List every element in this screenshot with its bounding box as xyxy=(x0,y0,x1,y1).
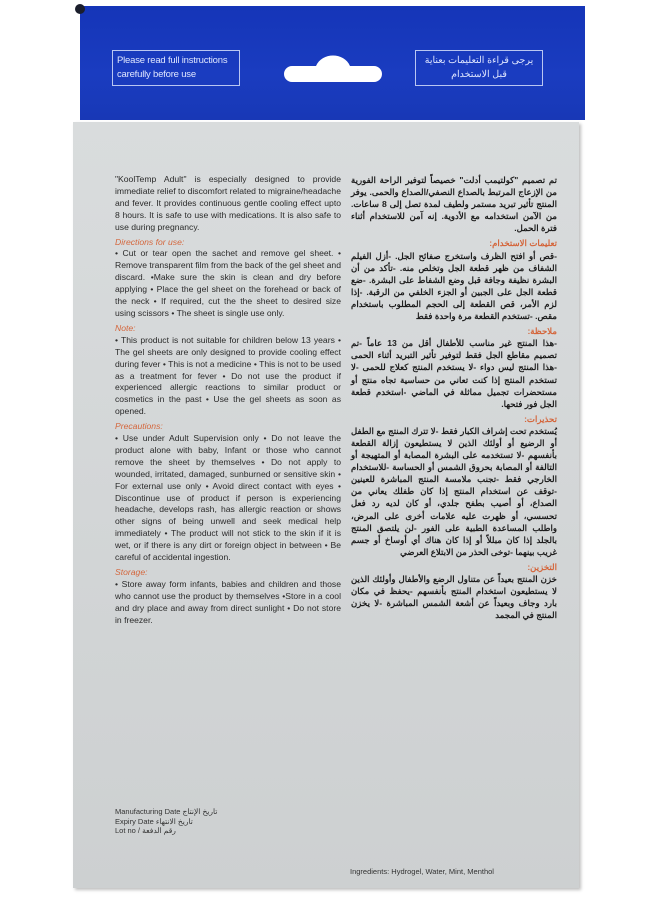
corner-rivet xyxy=(75,4,85,14)
note-text: • This product is not suitable for children below 13 years • The gel sheets are only designed to provide cooling effect during fever • This is not a medicine • This is not to be used as a treatment for fever • Do not use the product if experienced allergic reactions to similar product or cosmetics in the past • Use the gel sheets as soon as opened. xyxy=(115,334,341,417)
instruction-card xyxy=(73,122,579,888)
hanger-slot-icon xyxy=(278,46,388,88)
english-column xyxy=(115,174,341,627)
heading-directions: Directions for use: xyxy=(115,236,185,247)
heading-storage: Storage: xyxy=(115,567,148,577)
intro-text-ar: تم تصميم "كولتيمب أدلت" خصيصاً لتوفير الراحة الفورية من الإزعاج المرتبط بالصداع النصفي/الصداع والحمى. يوفر المنتج تأثير تبريد مستمر ولطيف لمدة تصل إلى 8 ساعات. من الآمن استخدامه مع الأدوية. إنه آمن للاستخدام أثناء فترة الحمل. xyxy=(351,175,557,234)
ingredients: Ingredients: Hydrogel, Water, Mint, Menthol xyxy=(350,867,494,876)
heading-directions-ar: تعليمات الاستخدام: xyxy=(489,238,557,249)
precautions-text: • Use under Adult Supervision only • Do not leave the product alone with baby, Infant or those who cannot remove the sheet by themselves • Do not apply to wounded, irritated, damaged, sunburned or sensitive skin • For external use only • Avoid direct contact with eyes • Discontinue use of product if person is experiencing headache, develops rash, has allergic reaction or shows other signs of being unwell and seek medical help immediately • The product will not stick to the skin if it is wet, or if there is any dirt or foreign object in between • Be careful of accidental ingestion. xyxy=(115,433,341,563)
heading-precautions: Precautions: xyxy=(115,421,163,432)
storage-text: • Store away form infants, babies and children and those who cannot use the product by themselves •Store in a cool and dry place and away from direct sunlight • Do not store in freezer. xyxy=(115,578,341,625)
package-header xyxy=(80,6,585,120)
heading-note: Note: xyxy=(115,322,136,333)
manufacturing-date: Manufacturing Date تاريخ الإنتاج xyxy=(115,807,218,816)
notice-arabic: يرجى قراءة التعليمات بعناية قبل الاستخدام xyxy=(415,50,543,86)
batch-info xyxy=(115,807,217,836)
directions-text: • Cut or tear open the sachet and remove gel sheet. • Remove transparent film from the back of the gel sheet and discard. •Make sure the skin is clean and dry before applying • Place the gel sheet on the forehead or back of the neck • If required, cut the the sheet to desired size using scissors • The sheet is single use only. xyxy=(115,248,341,318)
expiry-date: Expiry Date تاريخ الانتهاء xyxy=(115,816,193,826)
lot-number: Lot no / رقم الدفعة xyxy=(115,826,176,835)
arabic-column xyxy=(351,174,557,621)
notice-english: Please read full instructions carefully before use xyxy=(112,50,240,86)
storage-text-ar: خزن المنتج بعيداً عن متناول الرضع والأطفال وأولئك الذين لا يستطيعون استخدام المنتج بأنفسهم -يحفظ في مكان بارد وجاف وبعيداً عن أشعة الشمس المباشرة -لا يخزن المنتج في المجمد xyxy=(351,574,557,621)
intro-text: "KoolTemp Adult" is especially designed to provide immediate relief to discomfort related to migraine/headache and fever. It provides continuous gentle cooling effect upto 8 hours. It is safe to use with medications. It is also safe to use during pregnancy. xyxy=(115,174,341,232)
precautions-text-ar: يُستخدم تحت إشراف الكبار فقط -لا تترك المنتج مع الطفل أو الرضيع أو أولئك الذين لا يستطيعون إزالة القطعة بأنفسهم -لا تستخدمه على البشرة المصابة أو المتهيجة أو التالفة أو المصابة بحروق الشمس أو الحساسة -للاستخدام الخارجي فقط -تجنب ملامسة المنتج المباشرة للعينين -توقف عن استخدام المنتج إذا كان طفلك يعاني من الصداع، أو أصيب بطفح جلدي، أو كان لديه رد فعل تحسسي، أو ظهرت عليه علامات أخرى على المرض، واطلب المساعدة الطبية على الفور -لن يلتصق المنتج بالجلد إذا كان مبللاً أو إذا كان هناك أي أوساخ أو جسم غريب بينهما -توخى الحذر من الابتلاع العرضي xyxy=(351,425,557,557)
heading-storage-ar: التخزين: xyxy=(527,561,557,572)
heading-note-ar: ملاحظة: xyxy=(527,326,557,337)
heading-precautions-ar: تحذيرات: xyxy=(524,413,557,424)
note-text-ar: -هذا المنتج غير مناسب للأطفال أقل من 13 عاماً -تم تصميم مقاطع الجل فقط لتوفير تأثير التبريد أثناء الحمى -هذا المنتج ليس دواء -لا يستخدم المنتج كعلاج للحمى -لا تستخدم المنتج إذا كنت تعاني من حساسية تجاه منتج أو مستحضرات تجميل مماثلة في الماضي -استخدم قطعة الجل فور فتحها. xyxy=(351,338,557,409)
directions-text-ar: -قص أو افتح الظرف واستخرج صفائح الجل. -أزل الفيلم الشفاف من ظهر قطعة الجل وتخلص منه. -تأكد من أن البشرة نظيفة وجافة قبل وضع الشفاط على البشرة. -ضع قطعة الجل على الجبين أو الجزء الخلفي من الرقبة. -إذا لزم الأمر، قص القطعة إلى الحجم المطلوب باستخدام مقص. -تستخدم القطعة مرة واحدة فقط xyxy=(351,250,557,322)
